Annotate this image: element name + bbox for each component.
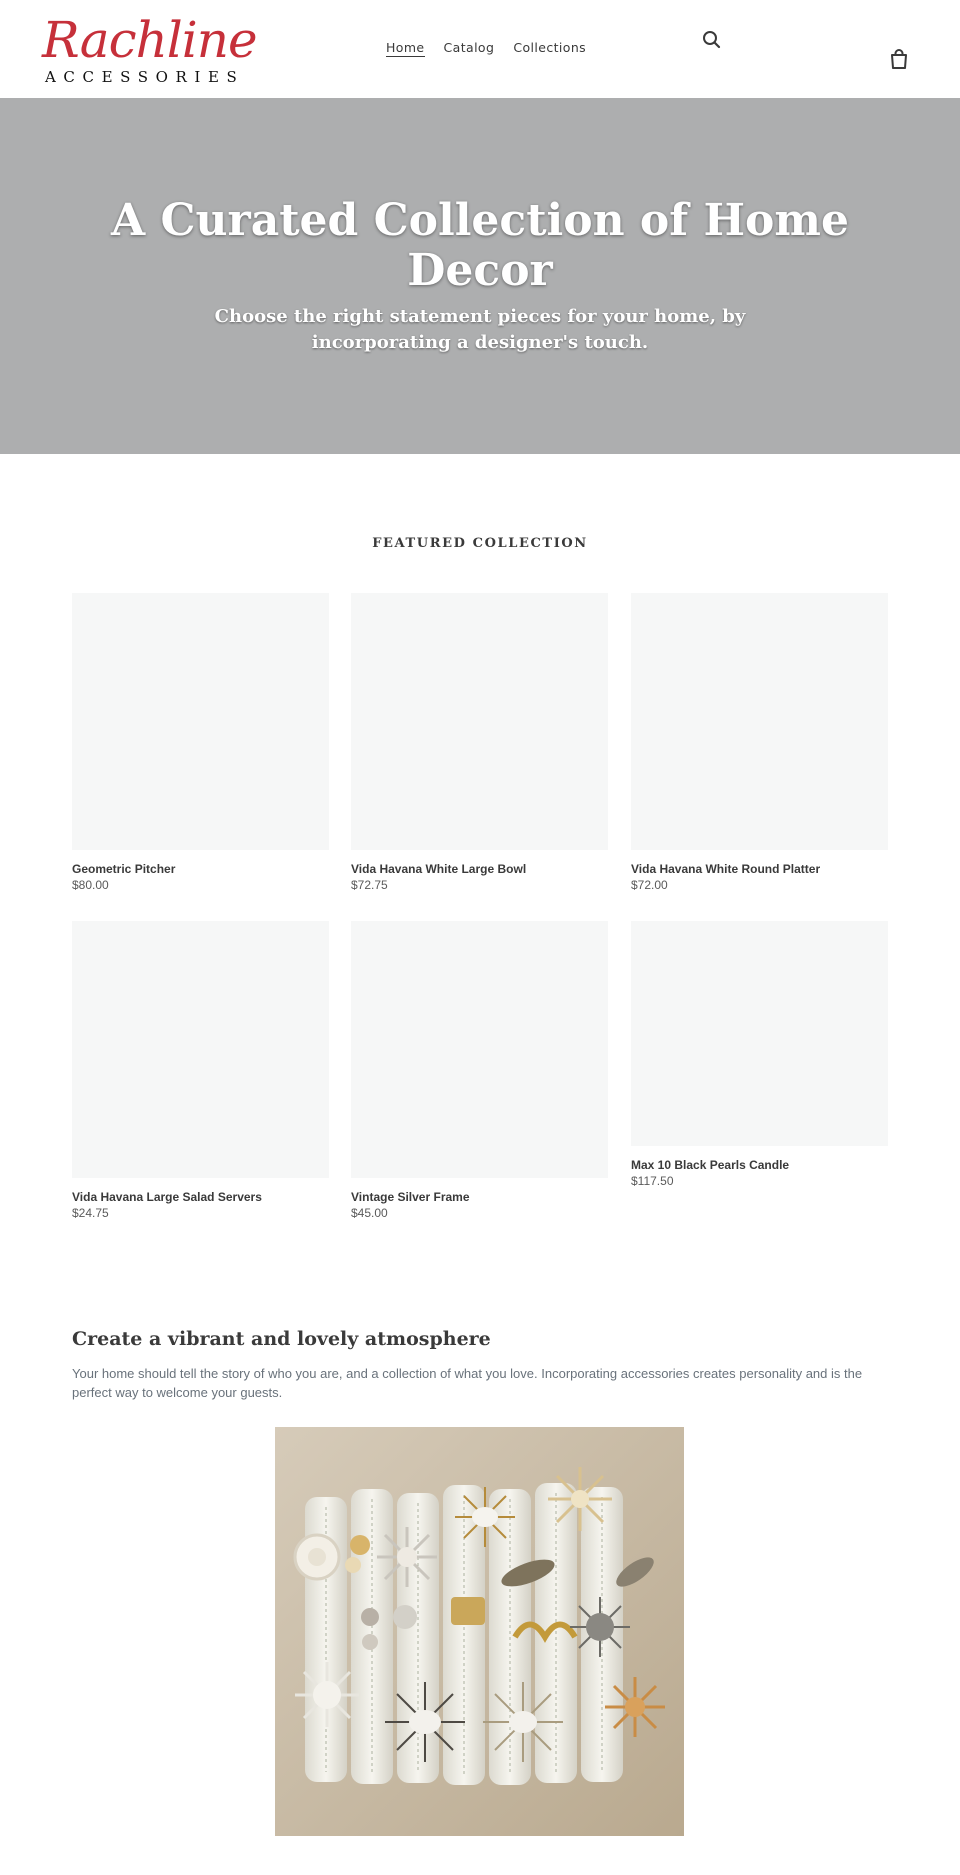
hero-title: A Curated Collection of Home Decor (111, 195, 849, 296)
product-image-placeholder (631, 593, 888, 850)
product-card[interactable] (351, 593, 608, 893)
cart-button[interactable] (888, 48, 910, 70)
product-price: $45.00 (351, 1206, 388, 1220)
nav-item-collections[interactable]: Collections (513, 40, 587, 55)
logo-link[interactable] (42, 11, 257, 88)
nav-item-home[interactable]: Home (386, 40, 425, 55)
product-card[interactable] (72, 921, 329, 1221)
product-card[interactable] (72, 593, 329, 893)
product-card[interactable] (351, 921, 608, 1221)
product-price: $117.50 (631, 1174, 674, 1188)
product-price: $72.00 (631, 878, 668, 892)
product-title: Vida Havana White Large Bowl (351, 862, 527, 876)
product-image-placeholder (631, 921, 888, 1146)
product-title: Geometric Pitcher (72, 862, 176, 876)
product-card[interactable] (631, 921, 888, 1189)
main-nav (386, 40, 586, 57)
product-image-placeholder (72, 593, 329, 850)
product-card[interactable] (631, 593, 888, 893)
featured-collection-heading: FEATURED COLLECTION (372, 536, 588, 551)
product-title: Vida Havana White Round Platter (631, 862, 821, 876)
richtext-heading: Create a vibrant and lovely atmosphere (72, 1328, 491, 1350)
hero-subtitle: Choose the right statement pieces for your home, by incorporating a designer's touch. (214, 306, 746, 353)
product-price: $80.00 (72, 878, 109, 892)
hero-banner (0, 98, 960, 454)
product-image-placeholder (351, 593, 608, 850)
product-price: $72.75 (351, 878, 388, 892)
search-button[interactable] (701, 29, 723, 51)
product-title: Max 10 Black Pearls Candle (631, 1158, 790, 1172)
product-title: Vida Havana Large Salad Servers (72, 1190, 262, 1204)
logo-subtext: ACCESSORIES (45, 68, 245, 86)
product-title: Vintage Silver Frame (351, 1190, 470, 1204)
product-price: $24.75 (72, 1206, 109, 1220)
cart-icon (888, 48, 910, 70)
product-image-placeholder (351, 921, 608, 1178)
napkin-rings-photo (275, 1427, 684, 1836)
site-header (0, 0, 960, 98)
logo-wordmark: Rachline (42, 11, 257, 69)
richtext-body: Your home should tell the story of who you are, and a collection of what you love. Incorporating accessories creates personality and is the perfect way to welcome your guests. (72, 1366, 863, 1400)
feature-image (275, 1427, 684, 1836)
search-icon (701, 29, 723, 51)
nav-item-catalog[interactable]: Catalog (443, 40, 495, 55)
product-image-placeholder (72, 921, 329, 1178)
